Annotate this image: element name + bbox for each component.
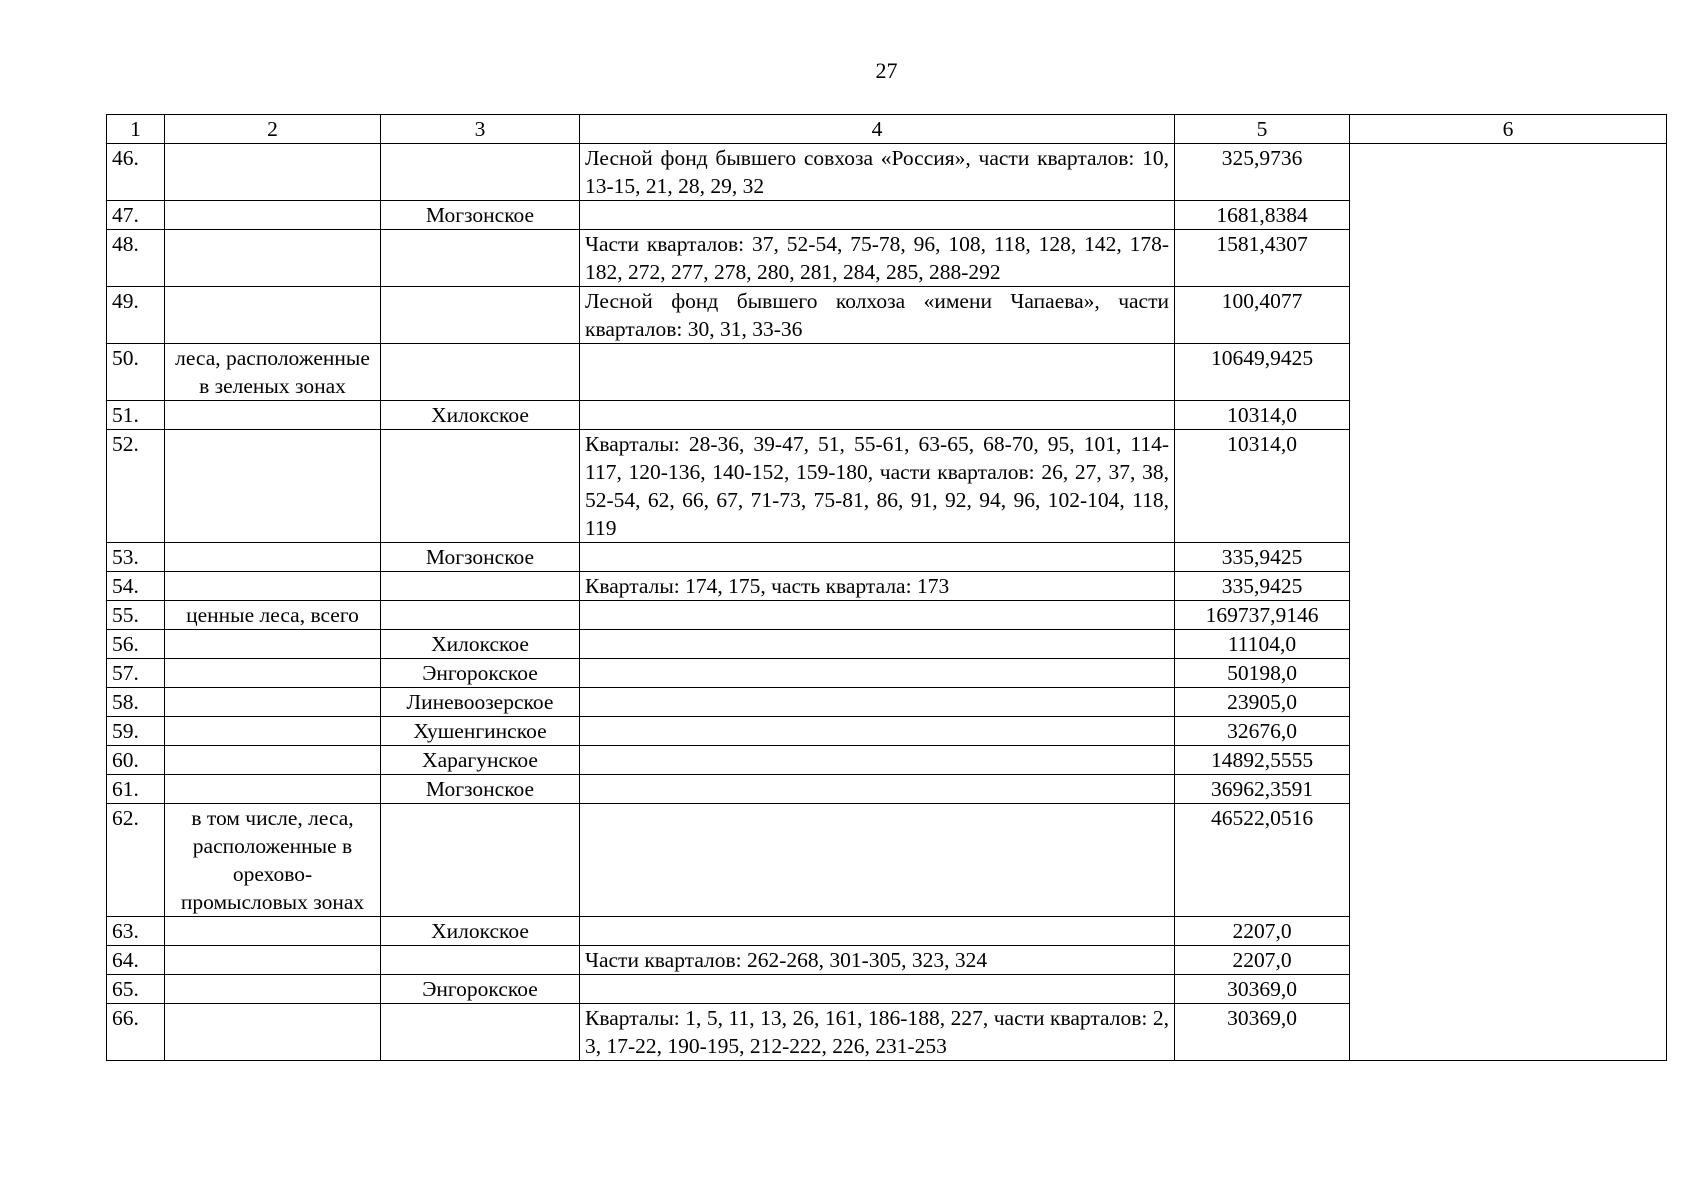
quarters-description xyxy=(580,746,1175,775)
area-value: 325,9736 xyxy=(1175,144,1350,201)
area-value: 335,9425 xyxy=(1175,572,1350,601)
forestry-district: Энгорокское xyxy=(381,975,580,1004)
forest-category xyxy=(165,201,381,230)
quarters-description xyxy=(580,630,1175,659)
row-number: 55. xyxy=(107,601,165,630)
forestry-district: Хилокское xyxy=(381,917,580,946)
row-number: 46. xyxy=(107,144,165,201)
forestry-district xyxy=(381,230,580,287)
forestry-district xyxy=(381,946,580,975)
quarters-description xyxy=(580,201,1175,230)
table-body xyxy=(107,144,1667,1061)
area-value: 14892,5555 xyxy=(1175,746,1350,775)
forest-category xyxy=(165,430,381,543)
forestry-district: Хушенгинское xyxy=(381,717,580,746)
forest-category xyxy=(165,144,381,201)
forest-category xyxy=(165,775,381,804)
row-number: 66. xyxy=(107,1004,165,1061)
forest-category xyxy=(165,717,381,746)
area-value: 50198,0 xyxy=(1175,659,1350,688)
forestry-district: Харагунское xyxy=(381,746,580,775)
column-header-2: 2 xyxy=(165,115,381,144)
page-number: 27 xyxy=(875,58,898,83)
quarters-description xyxy=(580,717,1175,746)
row-number: 58. xyxy=(107,688,165,717)
forestry-district: Линевоозерское xyxy=(381,688,580,717)
forestry-district xyxy=(381,344,580,401)
quarters-description: Лесной фонд бывшего колхоза «имени Чапаева», части кварталов: 30, 31, 33-36 xyxy=(580,287,1175,344)
quarters-description xyxy=(580,804,1175,917)
forest-category xyxy=(165,946,381,975)
forest-category xyxy=(165,401,381,430)
forest-category xyxy=(165,659,381,688)
row-number: 53. xyxy=(107,543,165,572)
area-value: 2207,0 xyxy=(1175,917,1350,946)
quarters-description: Части кварталов: 37, 52-54, 75-78, 96, 108, 118, 128, 142, 178-182, 272, 277, 278, 280, 281, 284, 285, 288-292 xyxy=(580,230,1175,287)
forestry-district: Хилокское xyxy=(381,630,580,659)
area-value: 30369,0 xyxy=(1175,1004,1350,1061)
forest-category xyxy=(165,917,381,946)
quarters-description: Кварталы: 174, 175, часть квартала: 173 xyxy=(580,572,1175,601)
forestry-district: Энгорокское xyxy=(381,659,580,688)
area-value: 10649,9425 xyxy=(1175,344,1350,401)
column-header-5: 5 xyxy=(1175,115,1350,144)
area-value: 23905,0 xyxy=(1175,688,1350,717)
forestry-district: Могзонское xyxy=(381,775,580,804)
forestry-district xyxy=(381,144,580,201)
forestry-district xyxy=(381,572,580,601)
column-header-1: 1 xyxy=(107,115,165,144)
forest-category xyxy=(165,630,381,659)
area-value: 1681,8384 xyxy=(1175,201,1350,230)
forestry-district xyxy=(381,1004,580,1061)
forestry-district xyxy=(381,804,580,917)
row-number: 57. xyxy=(107,659,165,688)
quarters-description xyxy=(580,543,1175,572)
area-value: 32676,0 xyxy=(1175,717,1350,746)
forest-category xyxy=(165,688,381,717)
area-value: 36962,3591 xyxy=(1175,775,1350,804)
forest-category xyxy=(165,572,381,601)
quarters-description xyxy=(580,775,1175,804)
forest-category xyxy=(165,230,381,287)
quarters-description xyxy=(580,917,1175,946)
row-number: 60. xyxy=(107,746,165,775)
row-number: 65. xyxy=(107,975,165,1004)
quarters-description xyxy=(580,344,1175,401)
row-number: 51. xyxy=(107,401,165,430)
row-number: 54. xyxy=(107,572,165,601)
forest-table xyxy=(106,114,1667,1061)
row-number: 50. xyxy=(107,344,165,401)
row-number: 59. xyxy=(107,717,165,746)
forest-category xyxy=(165,543,381,572)
forestry-district: Могзонское xyxy=(381,201,580,230)
forest-category xyxy=(165,746,381,775)
quarters-description: Кварталы: 28-36, 39-47, 51, 55-61, 63-65, 68-70, 95, 101, 114-117, 120-136, 140-152, 159-180, части кварталов: 26, 27, 37, 38, 52-54, 62, 66, 67, 71-73, 75-81, 86, 91, 92, 94, 96, 102-104, 118, 119 xyxy=(580,430,1175,543)
area-value: 10314,0 xyxy=(1175,430,1350,543)
forest-category xyxy=(165,1004,381,1061)
forestry-district: Могзонское xyxy=(381,543,580,572)
quarters-description: Части кварталов: 262-268, 301-305, 323, 324 xyxy=(580,946,1175,975)
quarters-description: Лесной фонд бывшего совхоза «Россия», части кварталов: 10, 13-15, 21, 28, 29, 32 xyxy=(580,144,1175,201)
forestry-district xyxy=(381,430,580,543)
area-value: 10314,0 xyxy=(1175,401,1350,430)
area-value: 11104,0 xyxy=(1175,630,1350,659)
quarters-description xyxy=(580,401,1175,430)
row-number: 64. xyxy=(107,946,165,975)
area-value: 335,9425 xyxy=(1175,543,1350,572)
row-number: 47. xyxy=(107,201,165,230)
row-number: 61. xyxy=(107,775,165,804)
quarters-description xyxy=(580,601,1175,630)
quarters-description xyxy=(580,975,1175,1004)
row-number: 56. xyxy=(107,630,165,659)
row-number: 48. xyxy=(107,230,165,287)
forest-category xyxy=(165,975,381,1004)
forestry-district: Хилокское xyxy=(381,401,580,430)
table-row xyxy=(107,144,1667,201)
row-number: 63. xyxy=(107,917,165,946)
column-header-3: 3 xyxy=(381,115,580,144)
area-value: 46522,0516 xyxy=(1175,804,1350,917)
row-number: 52. xyxy=(107,430,165,543)
table-header-row xyxy=(107,115,1667,144)
quarters-description: Кварталы: 1, 5, 11, 13, 26, 161, 186-188, 227, части кварталов: 2, 3, 17-22, 190-195, 212-222, 226, 231-253 xyxy=(580,1004,1175,1061)
area-value: 100,4077 xyxy=(1175,287,1350,344)
column-header-4: 4 xyxy=(580,115,1175,144)
quarters-description xyxy=(580,688,1175,717)
forest-category xyxy=(165,287,381,344)
area-value: 169737,9146 xyxy=(1175,601,1350,630)
forest-category: в том числе, леса, расположенные в орехово-промысловых зонах xyxy=(165,804,381,917)
area-value: 1581,4307 xyxy=(1175,230,1350,287)
quarters-description xyxy=(580,659,1175,688)
notes-column-cell xyxy=(1350,144,1667,1061)
forestry-district xyxy=(381,601,580,630)
area-value: 2207,0 xyxy=(1175,946,1350,975)
forest-category: ценные леса, всего xyxy=(165,601,381,630)
area-value: 30369,0 xyxy=(1175,975,1350,1004)
column-header-6: 6 xyxy=(1350,115,1667,144)
row-number: 49. xyxy=(107,287,165,344)
forest-category: леса, расположенные в зеленых зонах xyxy=(165,344,381,401)
forestry-district xyxy=(381,287,580,344)
row-number: 62. xyxy=(107,804,165,917)
